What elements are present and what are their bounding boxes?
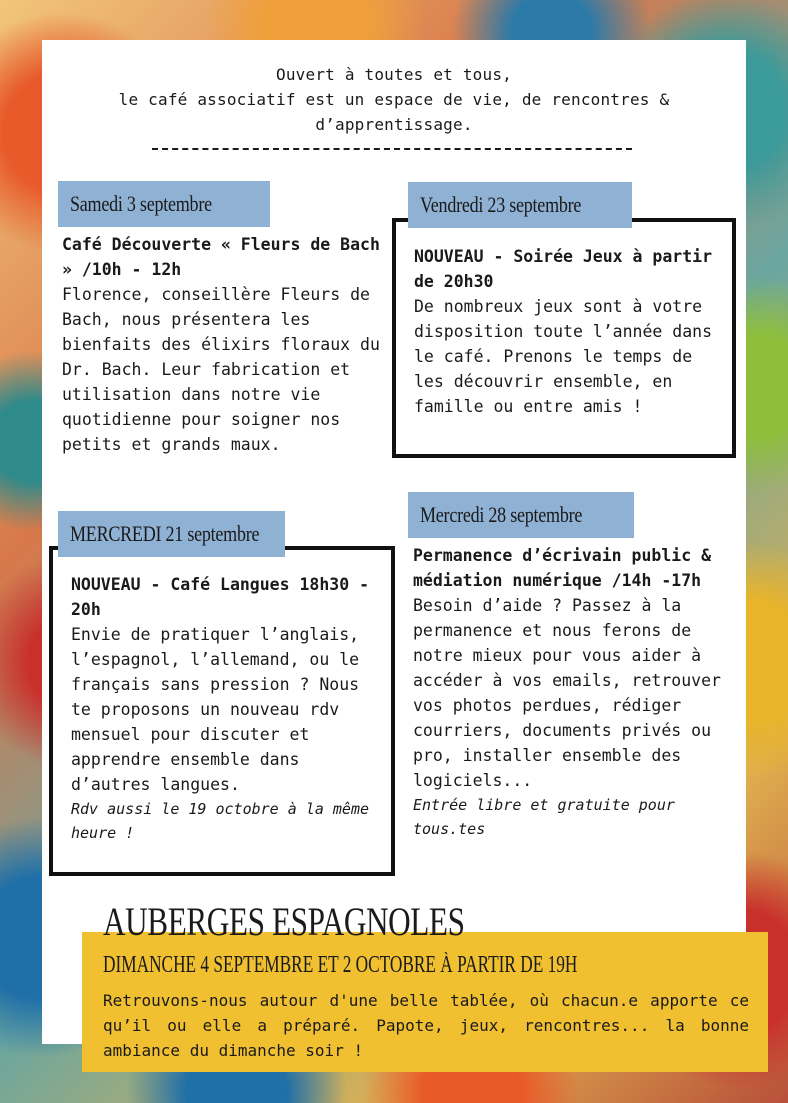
event-description: Florence, conseillère Fleurs de Bach, nous présentera les bienfaits des élixirs floraux du Dr. Bach. Leur fabrication et utilisation dans notre vie quotidienne pour soigner nos petits et grands maux. xyxy=(62,285,380,454)
event-date-text: MERCREDI 21 septembre xyxy=(70,521,260,546)
auberges-title: AUBERGES ESPAGNOLES xyxy=(103,899,465,944)
intro-line-2: le café associatif est un espace de vie, de rencontres & xyxy=(118,90,670,109)
event-note: Entrée libre et gratuite pour tous.tes xyxy=(413,796,675,838)
event-date-label xyxy=(58,511,285,557)
event-title: NOUVEAU - Soirée Jeux à partir de 20h30 xyxy=(414,247,713,291)
event-title: Café Découverte « Fleurs de Bach » /10h - 12h xyxy=(62,235,380,279)
auberges-text: Retrouvons-nous autour d'une belle tablée, où chacun.e apporte ce qu’il ou elle a préparé. Papote, jeux, rencontres... la bonne ambiance du dimanche soir ! xyxy=(103,991,749,1060)
event-card xyxy=(392,218,736,458)
auberges-subtitle: DIMANCHE 4 SEPTEMBRE ET 2 OCTOBRE À PARTIR DE 19H xyxy=(103,952,578,978)
event-card xyxy=(62,232,382,457)
divider xyxy=(152,148,632,154)
intro-text xyxy=(42,62,746,137)
event-description: De nombreux jeux sont à votre disposition toute l’année dans le café. Prenons le temps de les découvrir ensemble, en famille ou entre amis ! xyxy=(414,297,713,416)
event-date-text: Samedi 3 septembre xyxy=(70,191,212,216)
event-date-text: Vendredi 23 septembre xyxy=(420,192,582,217)
event-date-text: Mercredi 28 septembre xyxy=(420,502,583,527)
intro-line-3: d’apprentissage. xyxy=(315,115,473,134)
event-note: Rdv aussi le 19 octobre à la même heure ! xyxy=(71,800,370,842)
event-date-label xyxy=(58,181,270,227)
event-description: Envie de pratiquer l’anglais, l’espagnol, l’allemand, ou le français sans pression ? Nous te proposons un nouveau rdv mensuel pour discuter et apprendre ensemble dans d’autres langues. xyxy=(71,625,360,794)
event-card xyxy=(49,546,395,876)
intro-line-1: Ouvert à toutes et tous, xyxy=(276,65,512,84)
event-title: Permanence d’écrivain public & médiation numérique /14h -17h xyxy=(413,546,712,590)
event-description: Besoin d’aide ? Passez à la permanence et nous ferons de notre mieux pour vous aider à accéder à vos emails, retrouver vos photos perdues, rédiger courriers, documents privés ou pro, installer ensemble des logiciels... xyxy=(413,596,721,790)
event-date-label xyxy=(408,492,634,538)
event-title: NOUVEAU - Café Langues 18h30 - 20h xyxy=(71,575,370,619)
event-card xyxy=(413,543,731,841)
event-date-label xyxy=(408,182,632,228)
